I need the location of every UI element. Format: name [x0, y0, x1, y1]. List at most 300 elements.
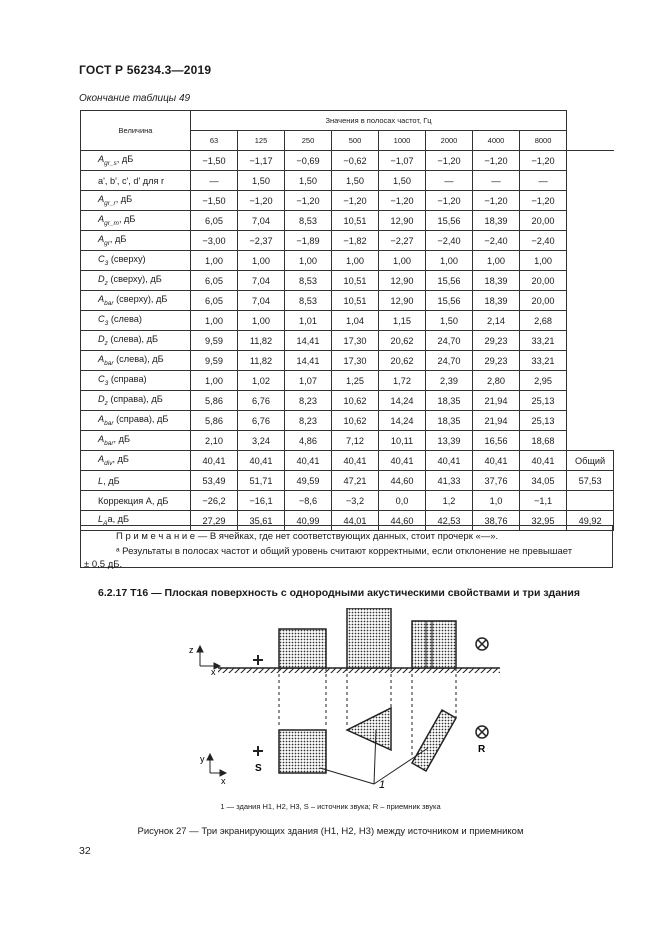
row-label-main: A — [98, 414, 105, 425]
table-cell: −2,40 — [426, 231, 473, 251]
table-cell: 8,53 — [285, 291, 332, 311]
building-h2-side — [347, 608, 391, 668]
table-cell: 20,62 — [379, 351, 426, 371]
table-row — [81, 151, 614, 171]
row-label-main: A — [98, 194, 105, 205]
table-cell: 1,25 — [332, 371, 379, 391]
row-label-tail: (слева), дБ — [113, 354, 164, 365]
table-cell: 37,76 — [473, 471, 520, 491]
table-cell: 44,60 — [379, 511, 426, 531]
total-cell: 49,92 — [567, 511, 614, 531]
table-cell: 10,51 — [332, 211, 379, 231]
row-label-sub: gr — [104, 239, 110, 247]
note-line-1: П р и м е ч а н и е — В ячейках, где нет соответствующих данных, стоит прочерк «—». — [116, 531, 499, 542]
row-label-sub: z — [104, 279, 108, 287]
row-label-sub: 3 — [104, 379, 109, 387]
axis-y-label: y — [200, 754, 205, 764]
table-cell: 29,23 — [473, 331, 520, 351]
table-cell: 1,15 — [379, 311, 426, 331]
table-cell: 44,60 — [379, 471, 426, 491]
table-cell: 18,35 — [426, 411, 473, 431]
row-label — [81, 171, 191, 191]
row-label-tail: (справа), дБ — [107, 394, 163, 405]
table-cell: — — [191, 171, 238, 191]
table-cell: 5,86 — [191, 411, 238, 431]
table-row — [81, 171, 614, 191]
table-cell: 40,99 — [285, 511, 332, 531]
total-cell — [567, 211, 614, 231]
table-cell: −1,1 — [520, 491, 567, 511]
frequency-header: 4000 — [473, 131, 520, 151]
table-cell: 20,62 — [379, 331, 426, 351]
table-cell: 7,12 — [332, 431, 379, 451]
table-cell: 14,41 — [285, 351, 332, 371]
table-cell: 10,62 — [332, 411, 379, 431]
table-cell: 21,94 — [473, 391, 520, 411]
row-label-main: a', b', c', d' для r — [98, 175, 165, 186]
table-row — [81, 331, 614, 351]
row-label — [81, 151, 191, 171]
row-label-tail: , дБ — [109, 234, 127, 245]
table-cell: 11,82 — [238, 351, 285, 371]
table-cell: 10,51 — [332, 271, 379, 291]
table-cell: −0,62 — [332, 151, 379, 171]
row-label-main: C — [98, 314, 105, 325]
row-label-tail: (справа) — [108, 374, 147, 385]
axis-x-label: x — [211, 667, 216, 677]
table-cell: 7,04 — [238, 211, 285, 231]
total-header — [567, 111, 614, 151]
table-cell: −1,89 — [285, 231, 332, 251]
total-cell — [567, 371, 614, 391]
total-cell — [567, 231, 614, 251]
table-cell: 1,00 — [473, 251, 520, 271]
table-cell: 15,56 — [426, 211, 473, 231]
band-header: Значения в полосах частот, Гц — [191, 111, 567, 131]
frequency-header: 8000 — [520, 131, 567, 151]
table-cell: 9,59 — [191, 331, 238, 351]
table-cell: 1,02 — [238, 371, 285, 391]
total-cell — [567, 491, 614, 511]
table-row — [81, 251, 614, 271]
row-label-main: A — [98, 294, 105, 305]
total-cell — [567, 431, 614, 451]
row-label — [81, 211, 191, 231]
receiver-symbol-plan — [476, 726, 488, 738]
table-cell: 9,59 — [191, 351, 238, 371]
table-cell: 14,41 — [285, 331, 332, 351]
row-label — [81, 291, 191, 311]
row-label-sub: bar — [104, 419, 114, 427]
row-label-tail: , дБ — [112, 454, 129, 465]
table-cell: 40,41 — [332, 451, 379, 471]
row-label — [81, 231, 191, 251]
callout-number: 1 — [379, 779, 386, 791]
row-label-main: A — [98, 354, 105, 365]
row-label — [81, 411, 191, 431]
total-cell — [567, 311, 614, 331]
table-cell: 1,00 — [238, 311, 285, 331]
table-cell: 2,39 — [426, 371, 473, 391]
table-cell: −1,82 — [332, 231, 379, 251]
table-cell: 20,00 — [520, 211, 567, 231]
row-label-tail: (сверху) — [108, 254, 146, 265]
axes-plan-view — [207, 754, 226, 776]
frequency-header: 250 — [285, 131, 332, 151]
table-cell: 40,41 — [473, 451, 520, 471]
row-label-main: A — [98, 234, 105, 245]
figure-legend: 1 — здания H1, H2, H3, S – источник звука; R – приемник звука — [220, 802, 441, 811]
table-row — [81, 431, 614, 451]
row-label-main: L — [98, 514, 104, 525]
row-label-sub: div — [104, 459, 113, 467]
building-h1-side — [279, 629, 326, 668]
table-cell: 1,0 — [473, 491, 520, 511]
table-cell: 2,80 — [473, 371, 520, 391]
table-row — [81, 391, 614, 411]
table-cell: 2,68 — [520, 311, 567, 331]
row-label — [81, 331, 191, 351]
table-row — [81, 351, 614, 371]
table-cell: 18,39 — [473, 291, 520, 311]
source-label: S — [255, 763, 262, 774]
table-cell: −1,20 — [332, 191, 379, 211]
total-cell — [567, 391, 614, 411]
row-label-sub: gr_m — [104, 219, 119, 227]
table-cell: 1,00 — [426, 251, 473, 271]
row-label — [81, 251, 191, 271]
table-cell: 1,00 — [332, 251, 379, 271]
frequency-header: 125 — [238, 131, 285, 151]
table-cell: −1,17 — [238, 151, 285, 171]
table-cell: 14,24 — [379, 391, 426, 411]
table-cell: 12,90 — [379, 211, 426, 231]
row-label — [81, 371, 191, 391]
table-cell: 40,41 — [520, 451, 567, 471]
table-cell: 24,70 — [426, 331, 473, 351]
table-row — [81, 471, 614, 491]
table-cell: 44,01 — [332, 511, 379, 531]
table-row — [81, 271, 614, 291]
table-cell: 33,21 — [520, 351, 567, 371]
axis-x2-label: x — [221, 776, 226, 786]
table-cell: 6,76 — [238, 391, 285, 411]
table-cell: 2,95 — [520, 371, 567, 391]
table-cell: 18,39 — [473, 211, 520, 231]
table-cell: 41,33 — [426, 471, 473, 491]
table-cell: −2,37 — [238, 231, 285, 251]
table-cell: −2,27 — [379, 231, 426, 251]
row-label-main: D — [98, 394, 105, 405]
figure-caption: Рисунок 27 — Три экранирующих здания (H1, H2, H3) между источником и приемником — [137, 826, 524, 837]
table-cell: −8,6 — [285, 491, 332, 511]
table-cell: 33,21 — [520, 331, 567, 351]
table-cell: 12,90 — [379, 271, 426, 291]
row-label — [81, 431, 191, 451]
table-cell: 25,13 — [520, 411, 567, 431]
table-cell: 10,11 — [379, 431, 426, 451]
row-label-sub: z — [104, 399, 108, 407]
table-cell: 4,86 — [285, 431, 332, 451]
row-label-sub: A — [103, 519, 108, 527]
row-label-tail: , дБ — [116, 154, 134, 165]
total-cell — [567, 271, 614, 291]
total-cell — [567, 331, 614, 351]
table-cell: 6,76 — [238, 411, 285, 431]
table-row — [81, 311, 614, 331]
table-cell: 47,21 — [332, 471, 379, 491]
receiver-label: R — [478, 744, 486, 755]
table-cell: 1,00 — [285, 251, 332, 271]
row-label-sub: 3 — [104, 259, 109, 267]
total-cell — [567, 251, 614, 271]
table-cell: 42,53 — [426, 511, 473, 531]
total-cell — [567, 291, 614, 311]
document-header: ГОСТ Р 56234.3—2019 — [79, 63, 212, 77]
row-label-tail: (слева) — [108, 314, 142, 325]
table-cell: 8,53 — [285, 271, 332, 291]
table-cell: 1,01 — [285, 311, 332, 331]
table-cell: 18,35 — [426, 391, 473, 411]
building-h2-plan — [347, 708, 391, 750]
row-label-sub: gr_s — [104, 159, 117, 167]
table-cell: 7,04 — [238, 271, 285, 291]
table-cell: 53,49 — [191, 471, 238, 491]
table-cell: — — [473, 171, 520, 191]
frequency-header: 2000 — [426, 131, 473, 151]
row-label-tail: (сверху), дБ — [107, 274, 162, 285]
table-row — [81, 291, 614, 311]
row-label-main: A — [98, 214, 105, 225]
table-cell: 1,04 — [332, 311, 379, 331]
row-label-main: A — [98, 154, 105, 165]
row-label-tail: a, дБ — [107, 514, 130, 525]
row-label-main: C — [98, 374, 105, 385]
table-cell: −1,20 — [473, 191, 520, 211]
row-label-tail: (сверху), дБ — [113, 294, 168, 305]
table-row — [81, 371, 614, 391]
total-cell: Общий — [567, 451, 614, 471]
table-cell: −1,20 — [473, 151, 520, 171]
table-cell: −1,20 — [285, 191, 332, 211]
table-row — [81, 451, 614, 471]
figure-diagram — [180, 608, 500, 798]
row-label-main: Коррекция А, дБ — [98, 495, 169, 506]
page-number: 32 — [79, 845, 91, 857]
row-label-sub: bar — [104, 299, 114, 307]
table-cell: 1,00 — [238, 251, 285, 271]
table-cell: 2,14 — [473, 311, 520, 331]
table-cell: 0,0 — [379, 491, 426, 511]
table-row — [81, 411, 614, 431]
table-cell: −1,07 — [379, 151, 426, 171]
table-cell: 1,50 — [332, 171, 379, 191]
table-cell: 20,00 — [520, 271, 567, 291]
table-cell: 1,00 — [191, 371, 238, 391]
table-cell: 8,23 — [285, 391, 332, 411]
row-label-sub: z — [104, 339, 108, 347]
table-cell: 3,24 — [238, 431, 285, 451]
axis-z-label: z — [189, 645, 194, 655]
table-row — [81, 191, 614, 211]
row-label — [81, 311, 191, 331]
row-label — [81, 391, 191, 411]
table-cell: 1,00 — [520, 251, 567, 271]
table-row — [81, 491, 614, 511]
table-cell: −1,50 — [191, 191, 238, 211]
table-cell: −1,20 — [520, 151, 567, 171]
table-row — [81, 211, 614, 231]
table-cell: — — [520, 171, 567, 191]
row-label-tail: , дБ — [103, 475, 120, 486]
table-cell: 24,70 — [426, 351, 473, 371]
row-label — [81, 491, 191, 511]
table-cell: 25,13 — [520, 391, 567, 411]
row-label — [81, 451, 191, 471]
total-cell — [567, 351, 614, 371]
table-cell: 34,05 — [520, 471, 567, 491]
row-label-tail: , дБ — [115, 194, 133, 205]
table-cell: 10,62 — [332, 391, 379, 411]
table-cell: −1,20 — [426, 151, 473, 171]
table-cell: −26,2 — [191, 491, 238, 511]
table-cell: 1,2 — [426, 491, 473, 511]
table-cell: 5,86 — [191, 391, 238, 411]
table-cell: 1,50 — [426, 311, 473, 331]
table-cell: 1,07 — [285, 371, 332, 391]
table-cell: 8,23 — [285, 411, 332, 431]
row-label-sub: 3 — [104, 319, 109, 327]
table-cell: 13,39 — [426, 431, 473, 451]
table-cell: −2,40 — [473, 231, 520, 251]
row-label-main: D — [98, 334, 105, 345]
table-cell: 1,50 — [238, 171, 285, 191]
table-cell: 40,41 — [285, 451, 332, 471]
table-cell: 40,41 — [238, 451, 285, 471]
frequency-header: 500 — [332, 131, 379, 151]
table-cell: 1,00 — [379, 251, 426, 271]
table-cell: 6,05 — [191, 291, 238, 311]
table-cell: −3,2 — [332, 491, 379, 511]
table-cell: 40,41 — [191, 451, 238, 471]
row-label-sub: bar — [104, 439, 114, 447]
table-cell: 1,00 — [191, 311, 238, 331]
building-h3-plan — [412, 710, 456, 771]
row-label-tail: (справа), дБ — [113, 414, 169, 425]
table-cell: 6,05 — [191, 211, 238, 231]
table-cell: 15,56 — [426, 291, 473, 311]
row-label-main: D — [98, 274, 105, 285]
row-label — [81, 191, 191, 211]
table-cell: 15,56 — [426, 271, 473, 291]
table-cell: 38,76 — [473, 511, 520, 531]
note-line-3: ± 0,5 дБ. — [84, 559, 123, 570]
total-cell: 57,53 — [567, 471, 614, 491]
row-label-sub: bar — [104, 359, 114, 367]
row-label-main: L — [98, 475, 104, 486]
table-cell: 32,95 — [520, 511, 567, 531]
table-cell: 1,00 — [191, 251, 238, 271]
section-heading: 6.2.17 T16 — Плоская поверхность с однородными акустическими свойствами и три здания — [98, 587, 580, 599]
table-cell: 40,41 — [379, 451, 426, 471]
table-cell: 10,51 — [332, 291, 379, 311]
table-cell: 16,56 — [473, 431, 520, 451]
table-cell: 17,30 — [332, 331, 379, 351]
row-label-main: C — [98, 254, 105, 265]
building-h3-side — [412, 621, 456, 668]
quantity-header: Величина — [81, 111, 191, 151]
row-label — [81, 271, 191, 291]
total-cell — [567, 191, 614, 211]
row-label — [81, 351, 191, 371]
table-cell: −1,20 — [426, 191, 473, 211]
row-label-tail: , дБ — [113, 434, 131, 445]
table-notes — [80, 525, 613, 568]
building-h1-plan — [279, 730, 326, 773]
table-cell: 8,53 — [285, 211, 332, 231]
frequency-header: 1000 — [379, 131, 426, 151]
table-cell: 51,71 — [238, 471, 285, 491]
table-cell: 40,41 — [426, 451, 473, 471]
receiver-symbol-side — [476, 638, 488, 650]
row-label-main: A — [98, 434, 105, 445]
table-cell: 17,30 — [332, 351, 379, 371]
table-cell: 29,23 — [473, 351, 520, 371]
table-cell: −3,00 — [191, 231, 238, 251]
table-cell: 1,50 — [379, 171, 426, 191]
table-cell: 2,10 — [191, 431, 238, 451]
table-cell: −1,20 — [238, 191, 285, 211]
axes-side-view — [197, 646, 220, 669]
note-line-2: ᵃ Результаты в полосах частот и общий уровень считают корректными, если отклонение не превышает — [116, 546, 573, 557]
table-cell: 11,82 — [238, 331, 285, 351]
total-cell — [567, 151, 614, 171]
table-cell: −2,40 — [520, 231, 567, 251]
table-cell: 35,61 — [238, 511, 285, 531]
total-cell — [567, 411, 614, 431]
table-cell: 20,00 — [520, 291, 567, 311]
source-symbol-plan — [253, 746, 263, 756]
table-cell: 1,50 — [285, 171, 332, 191]
table-cell: −0,69 — [285, 151, 332, 171]
row-label-tail: , дБ — [118, 214, 136, 225]
table-cell: 18,39 — [473, 271, 520, 291]
table-caption: Окончание таблицы 49 — [79, 93, 191, 104]
data-table — [80, 110, 614, 531]
table-cell: 27,29 — [191, 511, 238, 531]
table-cell: 12,90 — [379, 291, 426, 311]
total-cell — [567, 171, 614, 191]
table-cell: −1,20 — [379, 191, 426, 211]
table-cell: −16,1 — [238, 491, 285, 511]
table-cell: 14,24 — [379, 411, 426, 431]
table-row — [81, 231, 614, 251]
row-label-tail: (слева), дБ — [107, 334, 159, 345]
table-cell: 1,72 — [379, 371, 426, 391]
table-cell: −1,20 — [520, 191, 567, 211]
row-label — [81, 471, 191, 491]
table-cell: 49,59 — [285, 471, 332, 491]
source-symbol-side — [253, 655, 263, 665]
table-cell: 7,04 — [238, 291, 285, 311]
table-cell: 21,94 — [473, 411, 520, 431]
table-cell: −1,50 — [191, 151, 238, 171]
row-label-main: A — [98, 454, 105, 465]
frequency-header: 63 — [191, 131, 238, 151]
table-cell: — — [426, 171, 473, 191]
table-cell: 6,05 — [191, 271, 238, 291]
table-cell: 18,68 — [520, 431, 567, 451]
